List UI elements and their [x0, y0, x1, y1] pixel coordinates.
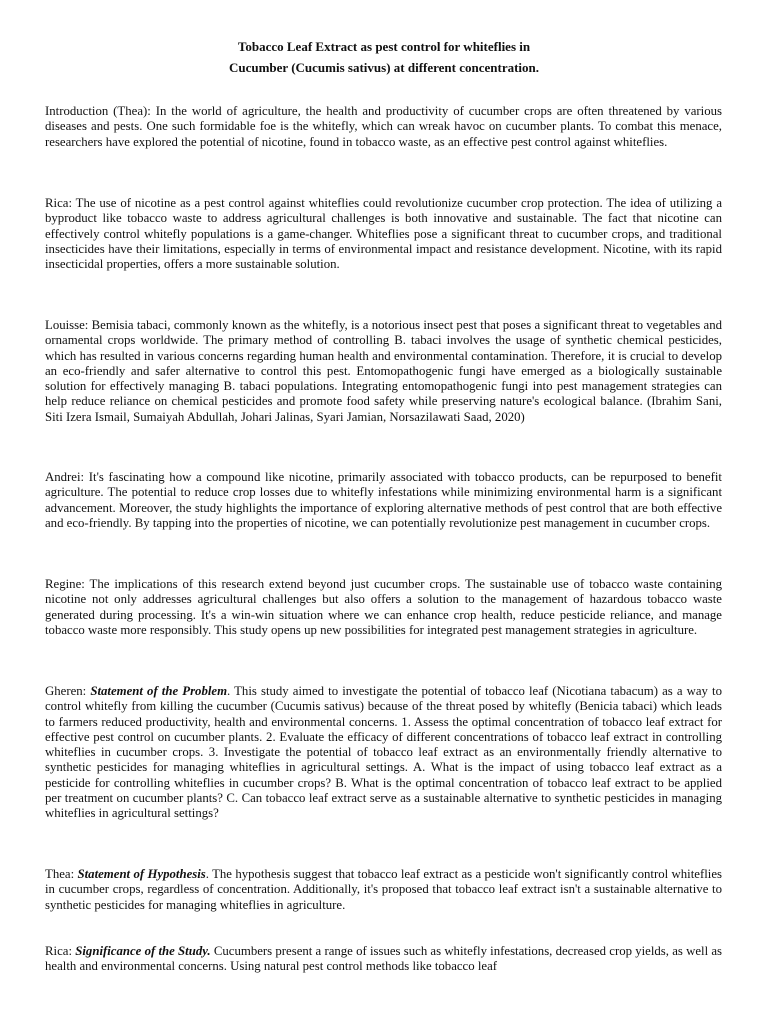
speaker-name: Introduction (Thea): [45, 104, 151, 118]
paragraph-gheren [45, 684, 722, 822]
paragraph-thea [45, 867, 722, 913]
speaker-name: Louisse: [45, 318, 89, 332]
document-title-line-1: Tobacco Leaf Extract as pest control for whiteflies in [237, 39, 531, 54]
speaker-name: Thea: [45, 867, 75, 881]
section-heading-statement-of-problem: Statement of the Problem [90, 684, 228, 698]
speaker-name: Gheren: [45, 684, 87, 698]
section-heading-significance-of-study: Significance of the Study. [75, 944, 211, 958]
paragraph-rica-significance [45, 944, 722, 975]
paragraph-andrei [45, 470, 722, 531]
speaker-name: Regine: [45, 577, 85, 591]
speaker-name: Rica: [45, 944, 73, 958]
paragraph-text: Cucumbers present a range of issues such as whitefly infestations, decreased crop yields, as well as health and environmental concerns. Using natural pest control methods like tobacco leaf [45, 944, 723, 974]
speaker-name: Andrei: [45, 470, 85, 484]
paragraph-louisse [45, 318, 722, 425]
paragraph-text: . This study aimed to investigate the potential of tobacco leaf (Nicotiana tabacum) as a way to control whitefly from killing the cucumber (Cucumis sativus) because of the threat posed by whitefly (Benicia tabaci) which leads to farmers reduced productivity, health and environmental concerns. 1. Assess the optimal concentration of tobacco leaf extract for effective pest control on cucumber plants. 2. Evaluate the efficacy of different concentrations of tobacco leaf extract in controlling whiteflies in cucumber crops. 3. Investigate the potential of tobacco leaf extract as an environmentally friendly alternative to synthetic pesticides for managing whiteflies in agricultural settings. A. What is the impact of using tobacco leaf extract as a pesticide for controlling whiteflies in cucumber crops? B. What is the optimal concentration of tobacco leaf extract to be applied per treatment on cucumber plants? C. Can tobacco leaf extract serve as a sustainable alternative to synthetic pesticides in managing whiteflies in agricultural settings? [45, 684, 723, 821]
paragraph-text: In the world of agriculture, the health and productivity of cucumber crops are often threatened by various diseases and pests. One such formidable foe is the whitefly, which can wreak havoc on cucumber plants. To combat this menace, researchers have explored the potential of nicotine, found in tobacco waste, as an effective pest control against whiteflies. [45, 104, 723, 149]
paragraph-text: Bemisia tabaci, commonly known as the whitefly, is a notorious insect pest that poses a significant threat to vegetables and ornamental crops worldwide. The primary method of controlling B. tabaci involves the usage of synthetic chemical pesticides, which has resulted in various concerns regarding human health and environmental contamination. Therefore, it is crucial to develop an eco-friendly and safer alternative to control this pest. Entomopathogenic fungi have emerged as a biologically sustainable solution for effectively managing B. tabaci populations. Integrating entomopathogenic fungi into pest management strategies can help reduce reliance on chemical pesticides and promote food safety while preserving nature's ecological balance. (Ibrahim Sani, Siti Izera Ismail, Sumaiyah Abdullah, Johari Jalinas, Syari Jamian, Norsazilawati Saad, 2020) [45, 318, 722, 424]
section-heading-statement-of-hypothesis: Statement of Hypothesis [77, 867, 206, 881]
paragraph-regine [45, 577, 722, 638]
speaker-name: Rica: [45, 196, 73, 210]
paragraph-text: The implications of this research extend beyond just cucumber crops. The sustainable use of tobacco waste containing nicotine not only addresses agricultural challenges but also offers a solution to the management of hazardous tobacco waste generated during processing. It's a win-win situation where we can enhance crop health, reduce pesticide reliance, and manage tobacco waste more responsibly. This study opens up new possibilities for integrated pest management strategies in agriculture. [45, 577, 722, 637]
paragraph-text: The use of nicotine as a pest control against whiteflies could revolutionize cucumber crop protection. The idea of utilizing a byproduct like tobacco waste to address agricultural challenges is both innovative and sustainable. The fact that nicotine can effectively control whitefly populations is a game-changer. Whiteflies pose a significant threat to cucumber crops, and traditional insecticides have their limitations, especially in terms of environmental impact and resistance development. Nicotine, with its rapid insecticidal properties, offers a more sustainable solution. [45, 196, 722, 272]
paragraph-introduction [45, 104, 722, 150]
paragraph-rica [45, 196, 722, 272]
paragraph-text: . The hypothesis suggest that tobacco leaf extract as a pesticide won't significantly control whiteflies in cucumber crops, regardless of concentration. Additionally, it's proposed that tobacco leaf extract isn't a sustainable alternative to synthetic pesticides for managing whiteflies in agriculture. [45, 867, 722, 912]
document-title-line-2: Cucumber (Cucumis sativus) at different concentration. [228, 60, 540, 75]
paragraph-text: It's fascinating how a compound like nicotine, primarily associated with tobacco products, can be repurposed to benefit agriculture. The potential to reduce crop losses due to whitefly infestations while minimizing environmental harm is a significant advancement. Moreover, the study highlights the importance of exploring alternative methods of pest control that are both effective and eco-friendly. By tapping into the properties of nicotine, we can potentially revolutionize pest management in cucumber crops. [45, 470, 722, 530]
